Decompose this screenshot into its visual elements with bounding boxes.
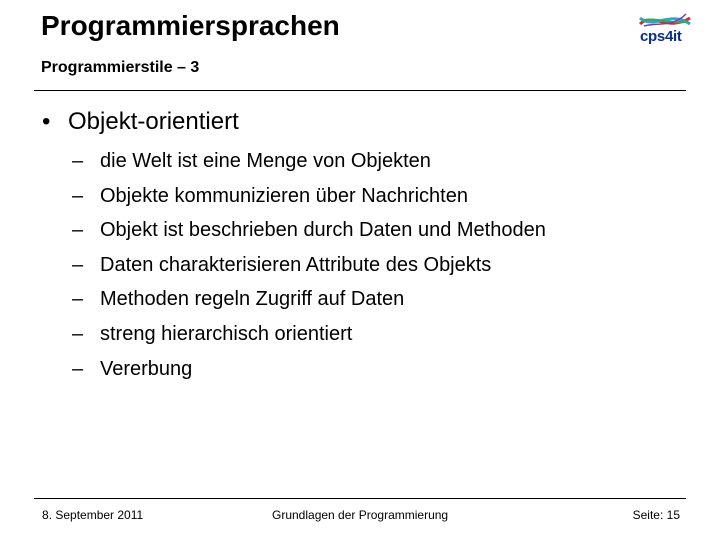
list-item: – Objekte kommunizieren über Nachrichten	[72, 184, 468, 207]
footer-course-title: Grundlagen der Programmierung	[272, 508, 449, 522]
header-divider	[34, 90, 686, 91]
footer-page-number: Seite: 15	[632, 508, 680, 522]
footer-date: 8. September 2011	[42, 508, 144, 522]
list-item: – Vererbung	[72, 357, 193, 380]
bullet-dot: •	[42, 108, 51, 135]
footer-divider	[34, 498, 686, 499]
list-item: – Methoden regeln Zugriff auf Daten	[72, 288, 405, 311]
slide-subtitle: Programmierstile – 3	[41, 59, 200, 76]
slide-title: Programmiersprachen	[41, 10, 340, 41]
main-bullet	[42, 106, 239, 138]
list-item: – Objekt ist beschrieben durch Daten und Methoden	[72, 219, 546, 242]
logo-text: cps4it	[640, 28, 682, 45]
list-item: – die Welt ist eine Menge von Objekten	[72, 150, 431, 172]
list-item: – Daten charakterisieren Attribute des Objekts	[72, 253, 492, 276]
main-bullet-text: Objekt-orientiert	[68, 108, 239, 135]
list-item: – streng hierarchisch orientiert	[72, 322, 353, 345]
sub-bullet-list	[72, 144, 546, 386]
